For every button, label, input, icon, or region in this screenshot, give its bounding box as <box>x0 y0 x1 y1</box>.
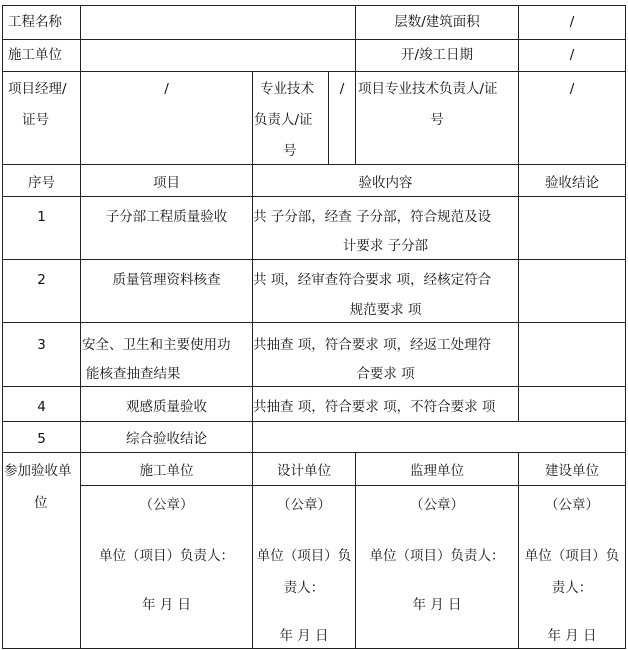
row-item: 质量管理资料核查 <box>112 272 221 288</box>
row-content-2: 计要求 子分部 <box>342 238 429 254</box>
participants-label-2: 位 <box>34 495 48 511</box>
floors-area-value: / <box>569 14 575 30</box>
grid-line <box>252 71 253 164</box>
unit-date: 年 月 日 <box>547 628 597 644</box>
tech-lead-label-3: 号 <box>283 143 297 159</box>
row-number: 4 <box>37 399 46 415</box>
project-tech-lead-label: 项目专业技术负责人/证 <box>358 81 498 97</box>
tech-lead-value: / <box>339 81 345 97</box>
unit-person-2: 责人： <box>551 580 593 596</box>
row-number: 2 <box>37 272 46 288</box>
grid-line <box>80 5 81 71</box>
unit-name: 建设单位 <box>545 463 599 479</box>
grid-line <box>2 5 3 649</box>
col-header-item: 项目 <box>153 175 180 191</box>
grid-line <box>2 259 626 260</box>
grid-line <box>2 5 626 6</box>
row-content: 共抽查 项，符合要求 项，经返工处理符 <box>253 337 492 353</box>
project-manager-label: 项目经理/ <box>8 81 67 97</box>
grid-line <box>2 39 626 40</box>
unit-seal: （公章） <box>410 497 464 513</box>
unit-person-2: 责人： <box>283 580 325 596</box>
unit-person: 单位（项目）负责人： <box>99 548 234 564</box>
project-manager-value: / <box>164 81 169 97</box>
row-item: 综合验收结论 <box>126 431 207 447</box>
project-tech-lead-value: / <box>569 81 575 97</box>
participants-label: 参加验收单 <box>4 463 72 479</box>
row-number: 5 <box>37 431 46 447</box>
grid-line <box>625 5 626 649</box>
grid-line <box>2 386 626 387</box>
dates-value: / <box>569 47 575 63</box>
unit-seal: （公章） <box>139 497 194 513</box>
project-tech-lead-label-2: 号 <box>430 112 444 128</box>
col-header-no: 序号 <box>28 175 55 191</box>
row-content: 共 项，经审查符合要求 项，经核定符合 <box>253 272 492 288</box>
floors-area-label: 层数/建筑面积 <box>394 14 480 30</box>
grid-line <box>2 421 626 422</box>
unit-date: 年 月 日 <box>141 597 192 613</box>
row-content: 共抽查 项，符合要求 项，不符合要求 项 <box>253 399 496 415</box>
unit-date: 年 月 日 <box>412 597 462 613</box>
col-header-content: 验收内容 <box>358 175 413 191</box>
row-item-2: 能核查抽查结果 <box>86 366 181 382</box>
grid-line <box>2 196 626 197</box>
dates-label: 开/竣工日期 <box>400 47 474 63</box>
row-item: 子分部工程质量验收 <box>105 209 228 225</box>
unit-name: 监理单位 <box>410 463 464 479</box>
contractor-label: 施工单位 <box>8 47 62 63</box>
grid-line <box>2 164 626 165</box>
grid-line <box>80 485 626 486</box>
unit-person: 单位（项目）负 <box>256 548 352 564</box>
unit-seal: （公章） <box>277 497 331 513</box>
row-content-2: 合要求 项 <box>356 366 415 382</box>
unit-seal: （公章） <box>545 497 599 513</box>
col-header-conclusion: 验收结论 <box>545 175 599 191</box>
unit-person: 单位（项目）负 <box>524 548 620 564</box>
row-number: 3 <box>37 337 46 353</box>
row-item: 安全、卫生和主要使用功 <box>82 337 231 353</box>
unit-name: 施工单位 <box>139 463 194 479</box>
grid-line <box>2 648 626 649</box>
project-manager-label-2: 证号 <box>22 112 49 128</box>
grid-line <box>2 322 626 323</box>
grid-line <box>2 71 626 72</box>
grid-line <box>518 164 519 421</box>
tech-lead-label-2: 负责人/证 <box>254 112 313 128</box>
row-number: 1 <box>37 209 46 225</box>
row-content-2: 规范要求 项 <box>349 302 422 318</box>
unit-date: 年 月 日 <box>279 628 329 644</box>
row-content: 共 子分部，经查 子分部，符合规范及设 <box>253 209 492 225</box>
grid-line <box>2 452 626 453</box>
unit-person: 单位（项目）负责人： <box>369 548 505 564</box>
row-item: 观感质量验收 <box>126 399 207 415</box>
unit-name: 设计单位 <box>277 463 331 479</box>
project-name-label: 工程名称 <box>8 14 62 30</box>
tech-lead-label: 专业技术 <box>260 81 314 97</box>
